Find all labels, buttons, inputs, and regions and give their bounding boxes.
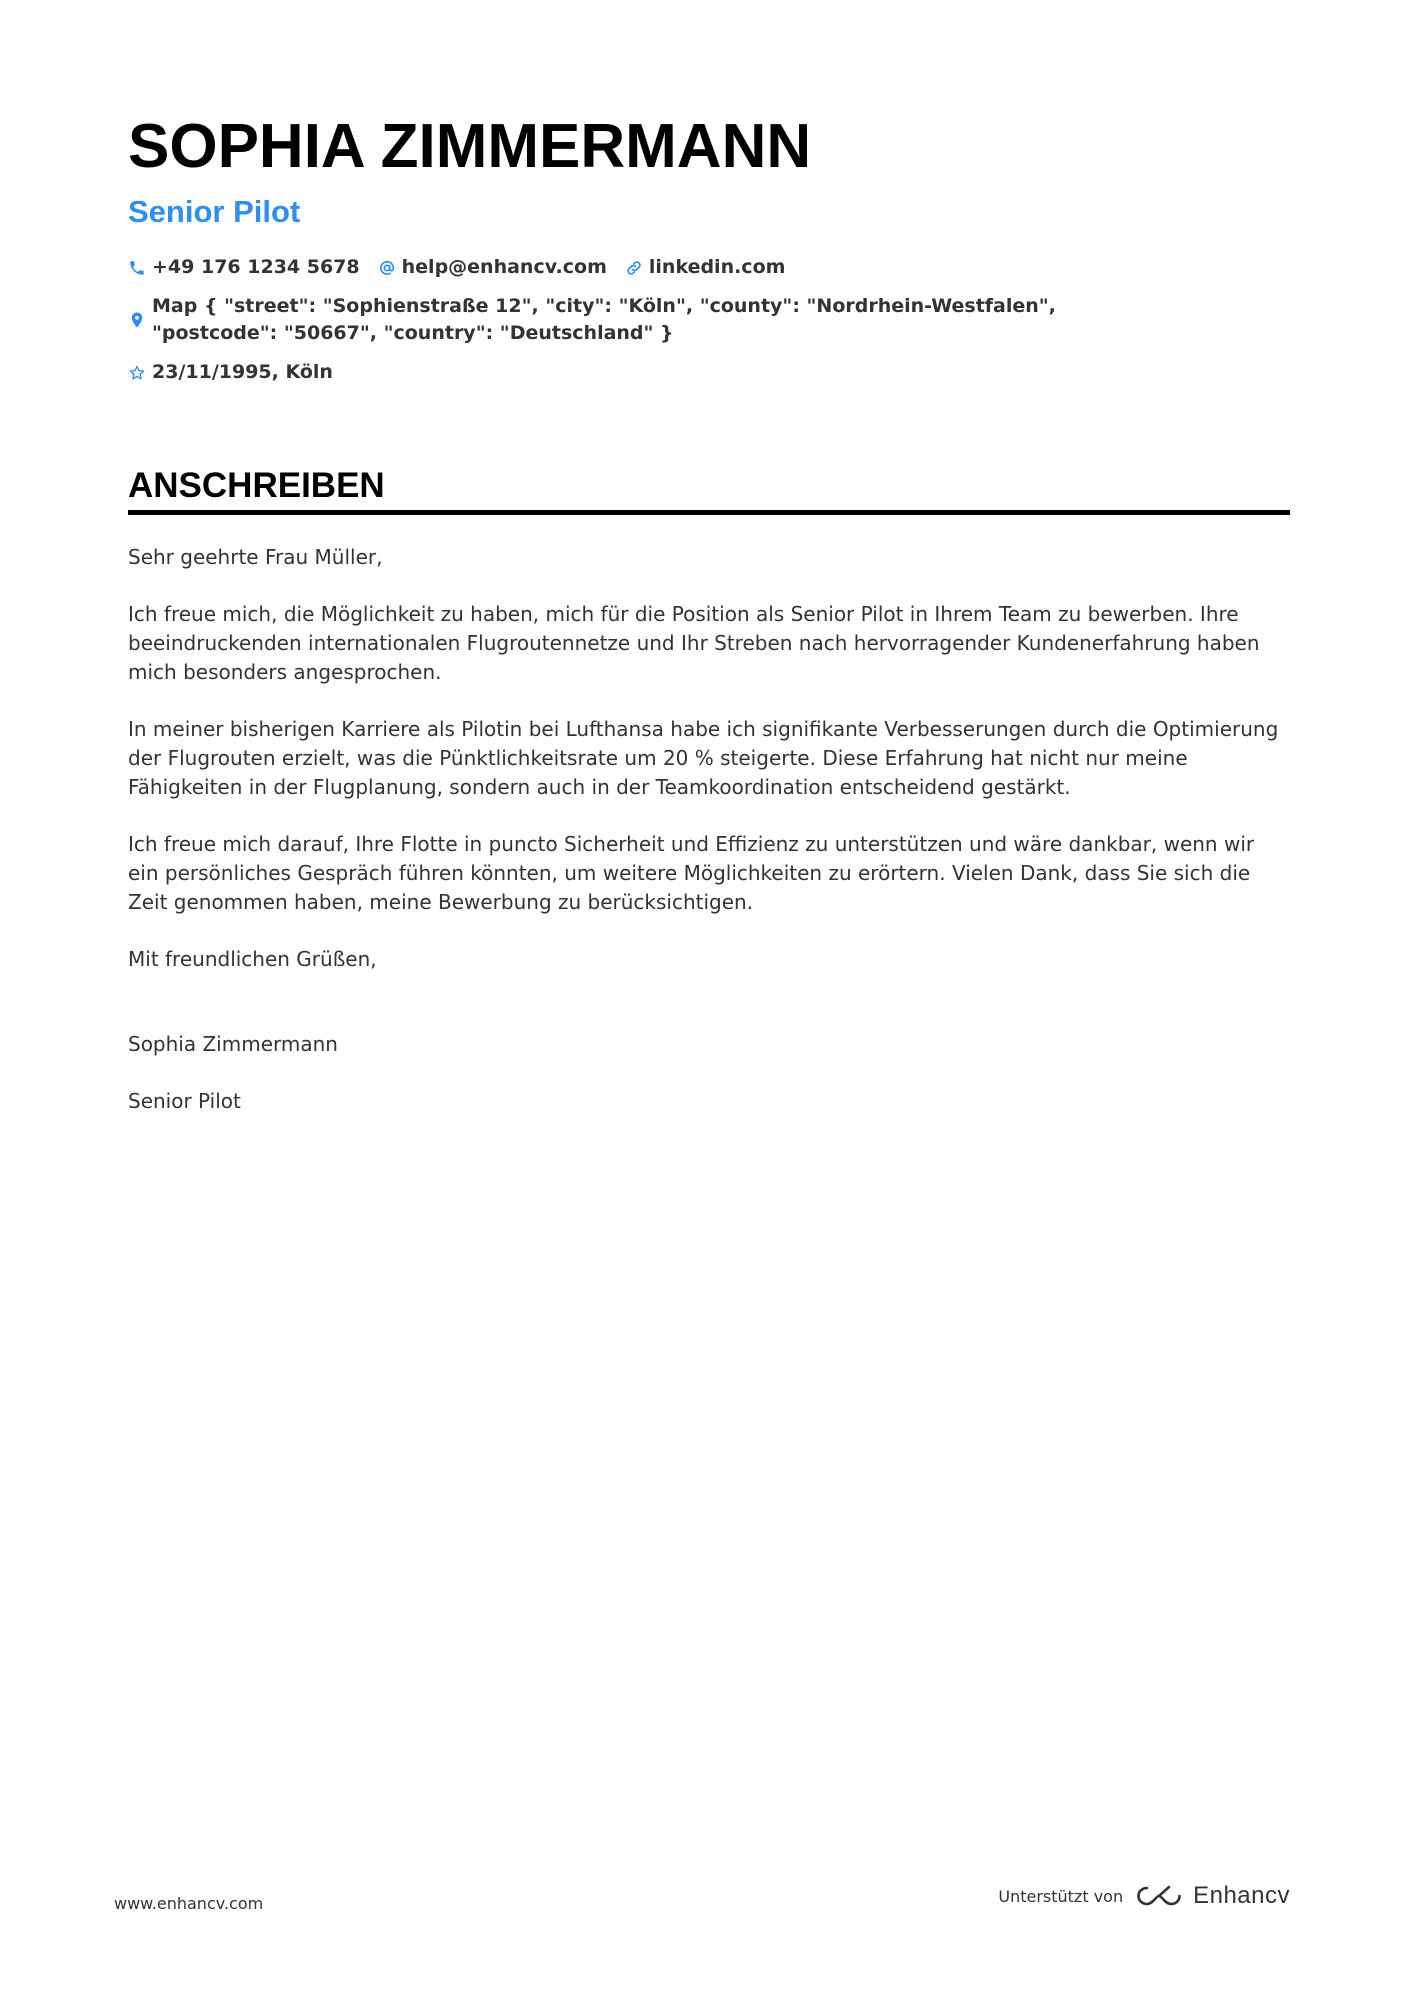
enhancv-logo[interactable] [1135,1882,1290,1910]
link-icon [625,259,643,277]
address-row [128,293,1290,347]
section-heading: ANSCHREIBEN [128,464,1290,515]
email-contact[interactable] [378,254,607,281]
footer-website[interactable]: www.enhancv.com [114,1894,264,1913]
letter-body [128,543,1290,1116]
footer-branding [998,1882,1290,1910]
birth-row [128,359,1290,386]
phone-text: +49 176 1234 5678 [152,256,360,278]
letter-paragraph-3: Ich freue mich darauf, Ihre Flotte in puncto Sicherheit und Effizienz zu unterstützen und wäre dankbar, wenn wir ein persönliches Gespräch führen könnten, um weitere Möglichkeiten zu erörtern. Vielen Dank, dass Sie sich die Zeit genommen haben, meine Bewerbung zu berücksichtigen. [128,832,1255,914]
contact-row-primary [128,254,1290,281]
email-text[interactable]: help@enhancv.com [401,256,607,278]
signature-name: Sophia Zimmermann [128,1032,338,1056]
letter-paragraph-1: Ich freue mich, die Möglichkeit zu haben, mich für die Position als Senior Pilot in Ihrem Team zu bewerben. Ihre beeindruckenden internationalen Flugroutennetze und Ihr Streben nach hervorragender Kundenerfahrung haben mich besonders angesprochen. [128,602,1260,684]
enhancv-brand-text: Enhancv [1193,1882,1290,1909]
cover-letter-page [128,110,1290,1144]
letter-paragraph-2: In meiner bisherigen Karriere als Pilotin bei Lufthansa habe ich signifikante Verbesserungen durch die Optimierung der Flugrouten erzielt, was die Pünktlichkeitsrate um 20 % steigerte. Diese Erfahrung hat nicht nur meine Fähigkeiten in der Flugplanung, sondern auch in der Teamkoordination entscheidend gestärkt. [128,717,1279,799]
location-pin-icon [128,311,146,329]
linkedin-contact[interactable] [625,254,786,281]
birth-text: 23/11/1995, Köln [152,361,333,383]
signature-title: Senior Pilot [128,1089,241,1113]
powered-by-text: Unterstützt von [998,1886,1124,1906]
candidate-title: Senior Pilot [128,194,301,229]
star-icon [128,364,146,382]
at-icon [378,259,396,277]
phone-contact [128,254,360,281]
letter-closing: Mit freundlichen Grüßen, [128,947,377,971]
linkedin-text[interactable]: linkedin.com [648,256,786,278]
letter-salutation: Sehr geehrte Frau Müller, [128,545,383,569]
candidate-name: SOPHIA ZIMMERMANN [128,112,812,181]
enhancv-logo-icon [1135,1883,1183,1909]
phone-icon [128,259,146,277]
address-text: Map { "street": "Sophienstraße 12", "city": "Köln", "county": "Nordrhein-Westfalen", "postcode": "50667", "country": "Deutschland" } [152,295,1056,344]
contact-info [128,254,1290,386]
